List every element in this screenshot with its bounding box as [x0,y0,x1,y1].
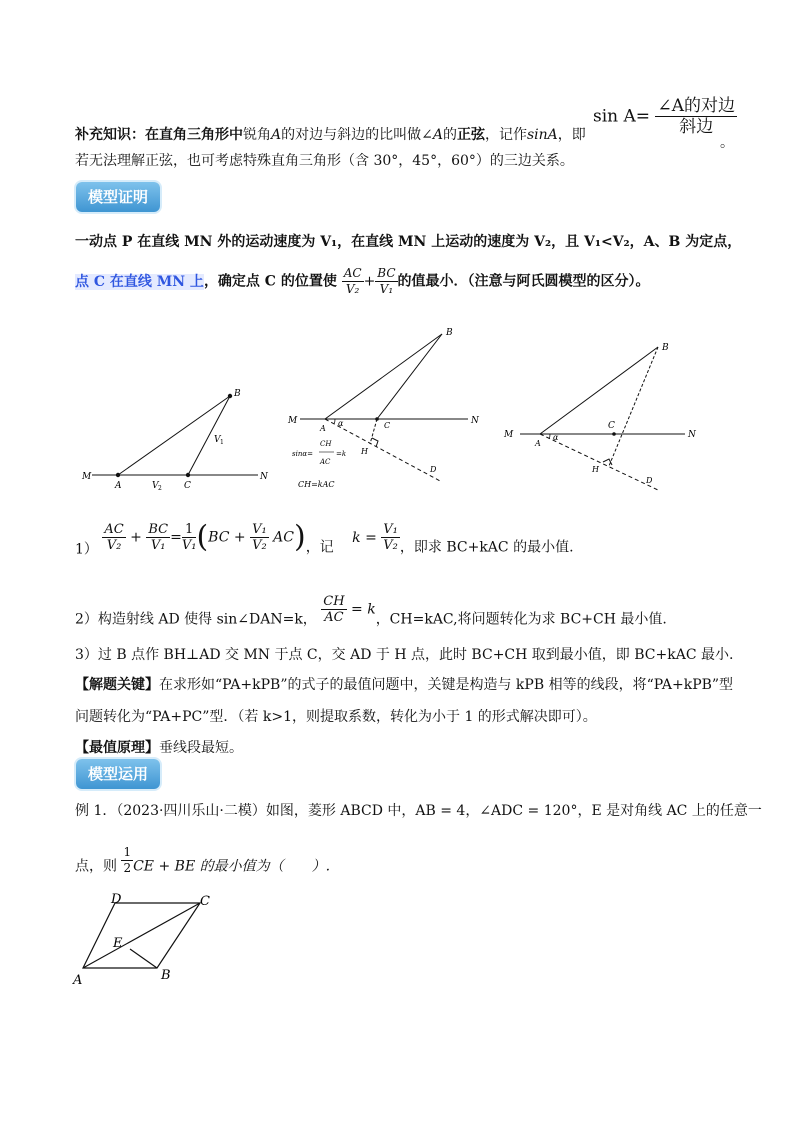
step-2: 2）构造射线 AD 使得 sin∠DAN=k， $\frac{CH}{AC}$ = k，CH=kAC,将问题转化为求 BC+CH 最小值. [75,594,667,628]
supplement-line-2: 若无法理解正弦，也可考虑特殊直角三角形（含 30°，45°，60°）的三边关系。 [75,153,574,169]
svg-text:N: N [471,416,479,426]
step-3: 3）过 B 点作 BH⊥AD 交 MN 于点 C，交 AD 于 H 点，此时 BC+CH 取到最小值，即 BC+kAC 最小. [75,647,734,663]
step-1: 1） $\frac{AC}{\text{V₂}}$ + $\frac{BC}{\text{V₁}}$ = $\frac{1}{\text{V₁}}$ (BC + $\frac{\text{V₁}}{\text{V₂}}$ AC)，记 k = $\frac{\text{V₁}}{\text{V₂}}$ ，即求 BC+kAC 的最小值. [75,519,574,558]
key-line-2: 问题转化为“PA+PC”型．（若 k>1，则提取系数，转化为小于 1 的形式解决即可）。 [75,709,597,725]
svg-text:C: C [200,894,210,909]
fig1-label-v1: V [214,435,221,445]
sine-formula [593,96,737,137]
svg-text:1: 1 [220,439,224,446]
fig1-label-c: C [184,481,191,491]
supplement-end: 。 [720,135,734,151]
problem-line-1: 一动点 P 在直线 MN 外的运动速度为 V₁，在直线 MN 上运动的速度为 V₂，且 V₁<V₂，A、B 为定点， [75,234,742,250]
fig1-label-a: A [115,481,122,491]
svg-text:α: α [553,433,559,442]
svg-text:A: A [73,973,83,988]
svg-text:H: H [361,447,368,456]
supplement-line-1: 补充知识：在直角三角形中锐角A的对边与斜边的比叫做∠A的正弦，记作sinA，即 [75,127,586,143]
svg-text:E: E [113,936,123,951]
svg-text:B: B [446,328,453,338]
svg-text:C: C [608,421,615,431]
fig1-label-b: B [234,389,241,399]
svg-text:D: D [111,892,122,907]
problem-line-2: 点 C 在直线 MN 上，确定点 C 的位置使 $\frac{AC}{\text{V₂}}$ + $\frac{BC}{\text{V₁}}$ 的值最小．（注意与阿氏圆模型的区分）。 [75,266,650,296]
svg-text:A: A [320,424,326,433]
svg-text:CH: CH [320,440,332,448]
svg-text:A: A [535,439,541,448]
svg-text:B: B [161,968,171,983]
highlight-c-on-mn: 点 C 在直线 MN 上 [75,273,204,290]
svg-text:2: 2 [158,485,162,492]
principle: 【最值原理】垂线段最短。 [75,740,243,756]
badge-model-proof: 模型证明 [76,182,160,212]
svg-text:D: D [646,476,653,485]
example-line-1: 例 1．（2023·四川乐山·二模）如图，菱形 ABCD 中，AB = 4，∠ADC = 120°，E 是对角线 AC 上的任意一 [75,803,762,819]
figure-rhombus [70,888,220,988]
fig1-label-n: N [260,472,268,482]
formula-denominator: 斜边 [679,117,714,137]
svg-text:C: C [384,421,391,430]
figure-3 [500,338,705,498]
figure-2 [280,322,485,497]
svg-text:M: M [288,416,298,426]
key-line-1: 【解题关键】在求形如“PA+kPB”的式子的最值问题中，关键是构造与 kPB 相等的线段，将“PA+kPB”型 [75,677,734,693]
svg-text:M: M [504,430,514,440]
badge-model-application: 模型运用 [76,759,160,789]
svg-text:B: B [662,343,669,353]
svg-text:sinα=: sinα= [292,450,313,458]
fig1-label-m: M [82,472,92,482]
fig1-label-v2: V [152,481,159,491]
figure-1 [80,380,280,495]
svg-text:α: α [338,419,344,428]
svg-text:N: N [688,430,696,440]
svg-text:D: D [430,465,437,474]
svg-text:=k: =k [336,450,347,458]
svg-text:AC: AC [320,458,331,466]
svg-text:H: H [592,465,599,474]
example-line-2: 点，则 $\frac{1}{2}$ CE + BE 的最小值为（ ）. [75,845,331,875]
svg-text:CH=kAC: CH=kAC [298,480,335,489]
formula-numerator: ∠A的对边 [657,96,735,116]
formula-left: sin A= [593,106,651,127]
